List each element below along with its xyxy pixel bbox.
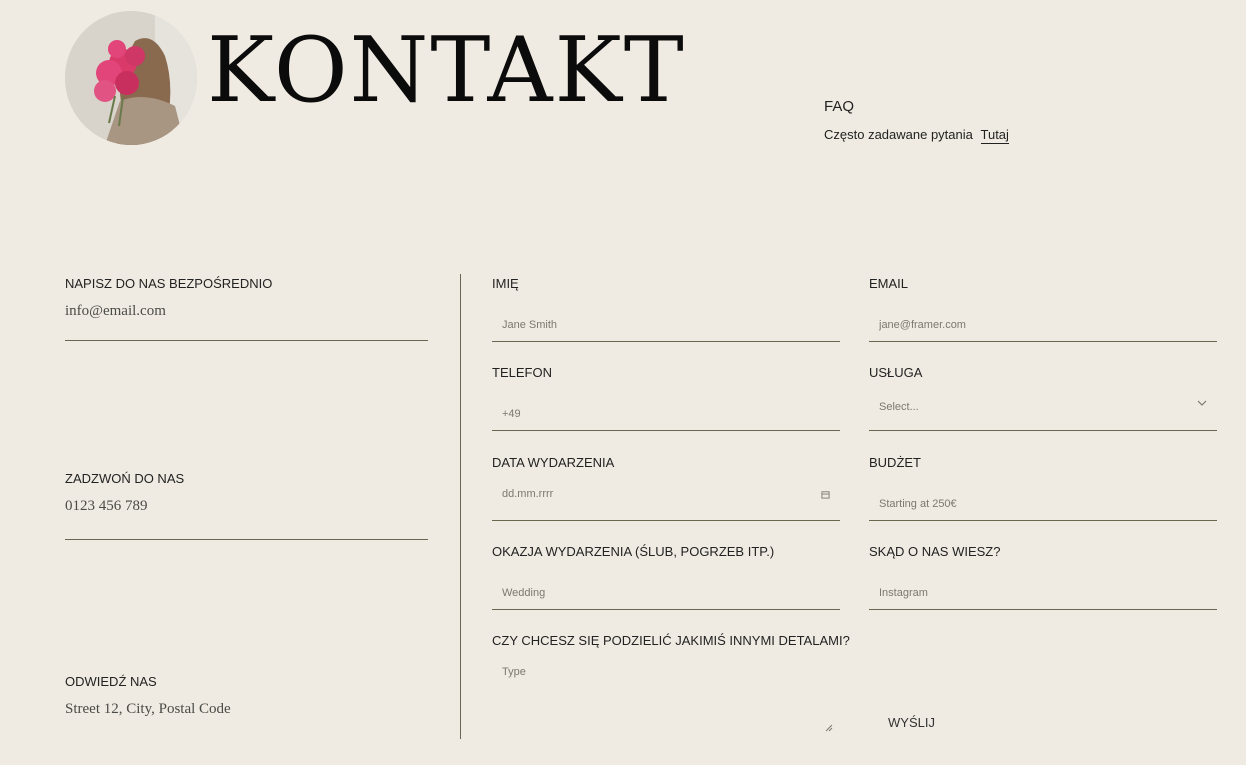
email-input[interactable] [869, 309, 1217, 342]
faq-section [824, 98, 1009, 142]
name-label: IMIĘ [492, 276, 519, 291]
date-input[interactable] [492, 488, 840, 521]
service-select-value: Select... [879, 401, 919, 413]
column-divider [460, 274, 461, 739]
source-field [869, 544, 1217, 610]
name-field [492, 276, 840, 342]
hero-photo [65, 11, 197, 145]
faq-text: Często zadawane pytania [824, 127, 973, 142]
contact-email-block [65, 276, 428, 341]
calendar-icon [821, 490, 830, 499]
chevron-down-icon [1197, 400, 1207, 406]
service-label: USŁUGA [869, 365, 923, 380]
page-title: KONTAKT [207, 18, 686, 123]
budget-label: BUDŻET [869, 455, 921, 470]
budget-input[interactable] [869, 488, 1217, 521]
date-input-placeholder: dd.mm.rrrr [502, 488, 554, 500]
contact-address-label: ODWIEDŹ NAS [65, 674, 157, 689]
details-placeholder: Type [502, 666, 526, 678]
date-field [492, 455, 840, 521]
phone-field [492, 365, 840, 431]
details-label: CZY CHCESZ SIĘ PODZIELIĆ JAKIMIŚ INNYMI DETALAMI? [492, 633, 850, 648]
service-select[interactable] [869, 398, 1217, 431]
occasion-input[interactable] [492, 577, 840, 610]
source-input[interactable] [869, 577, 1217, 610]
faq-line [824, 127, 1009, 142]
resize-handle-icon[interactable] [825, 724, 833, 732]
contact-phone-label: ZADZWOŃ DO NAS [65, 471, 185, 486]
faq-link[interactable]: Tutaj [980, 127, 1009, 142]
email-label: EMAIL [869, 276, 909, 291]
details-field [492, 633, 852, 734]
contact-address-value: Street 12, City, Postal Code [65, 701, 231, 717]
name-input[interactable] [492, 309, 840, 342]
submit-button[interactable]: WYŚLIJ [888, 715, 935, 730]
phone-label: TELEFON [492, 365, 552, 380]
occasion-field [492, 544, 840, 610]
email-field [869, 276, 1217, 342]
contact-phone-block [65, 471, 428, 540]
phone-input[interactable] [492, 398, 840, 431]
contact-phone-value[interactable]: 0123 456 789 [65, 498, 428, 540]
budget-field [869, 455, 1217, 521]
details-textarea[interactable] [492, 666, 840, 734]
source-label: SKĄD O NAS WIESZ? [869, 544, 1001, 559]
woman-with-flowers-photo-icon [65, 11, 197, 145]
service-field [869, 365, 1217, 431]
contact-email-label: NAPISZ DO NAS BEZPOŚREDNIO [65, 276, 273, 291]
occasion-label: OKAZJA WYDARZENIA (ŚLUB, POGRZEB ITP.) [492, 544, 775, 559]
contact-address-block [65, 674, 428, 739]
contact-email-value[interactable]: info@email.com [65, 303, 428, 341]
faq-title: FAQ [824, 98, 855, 115]
date-label: DATA WYDARZENIA [492, 455, 615, 470]
